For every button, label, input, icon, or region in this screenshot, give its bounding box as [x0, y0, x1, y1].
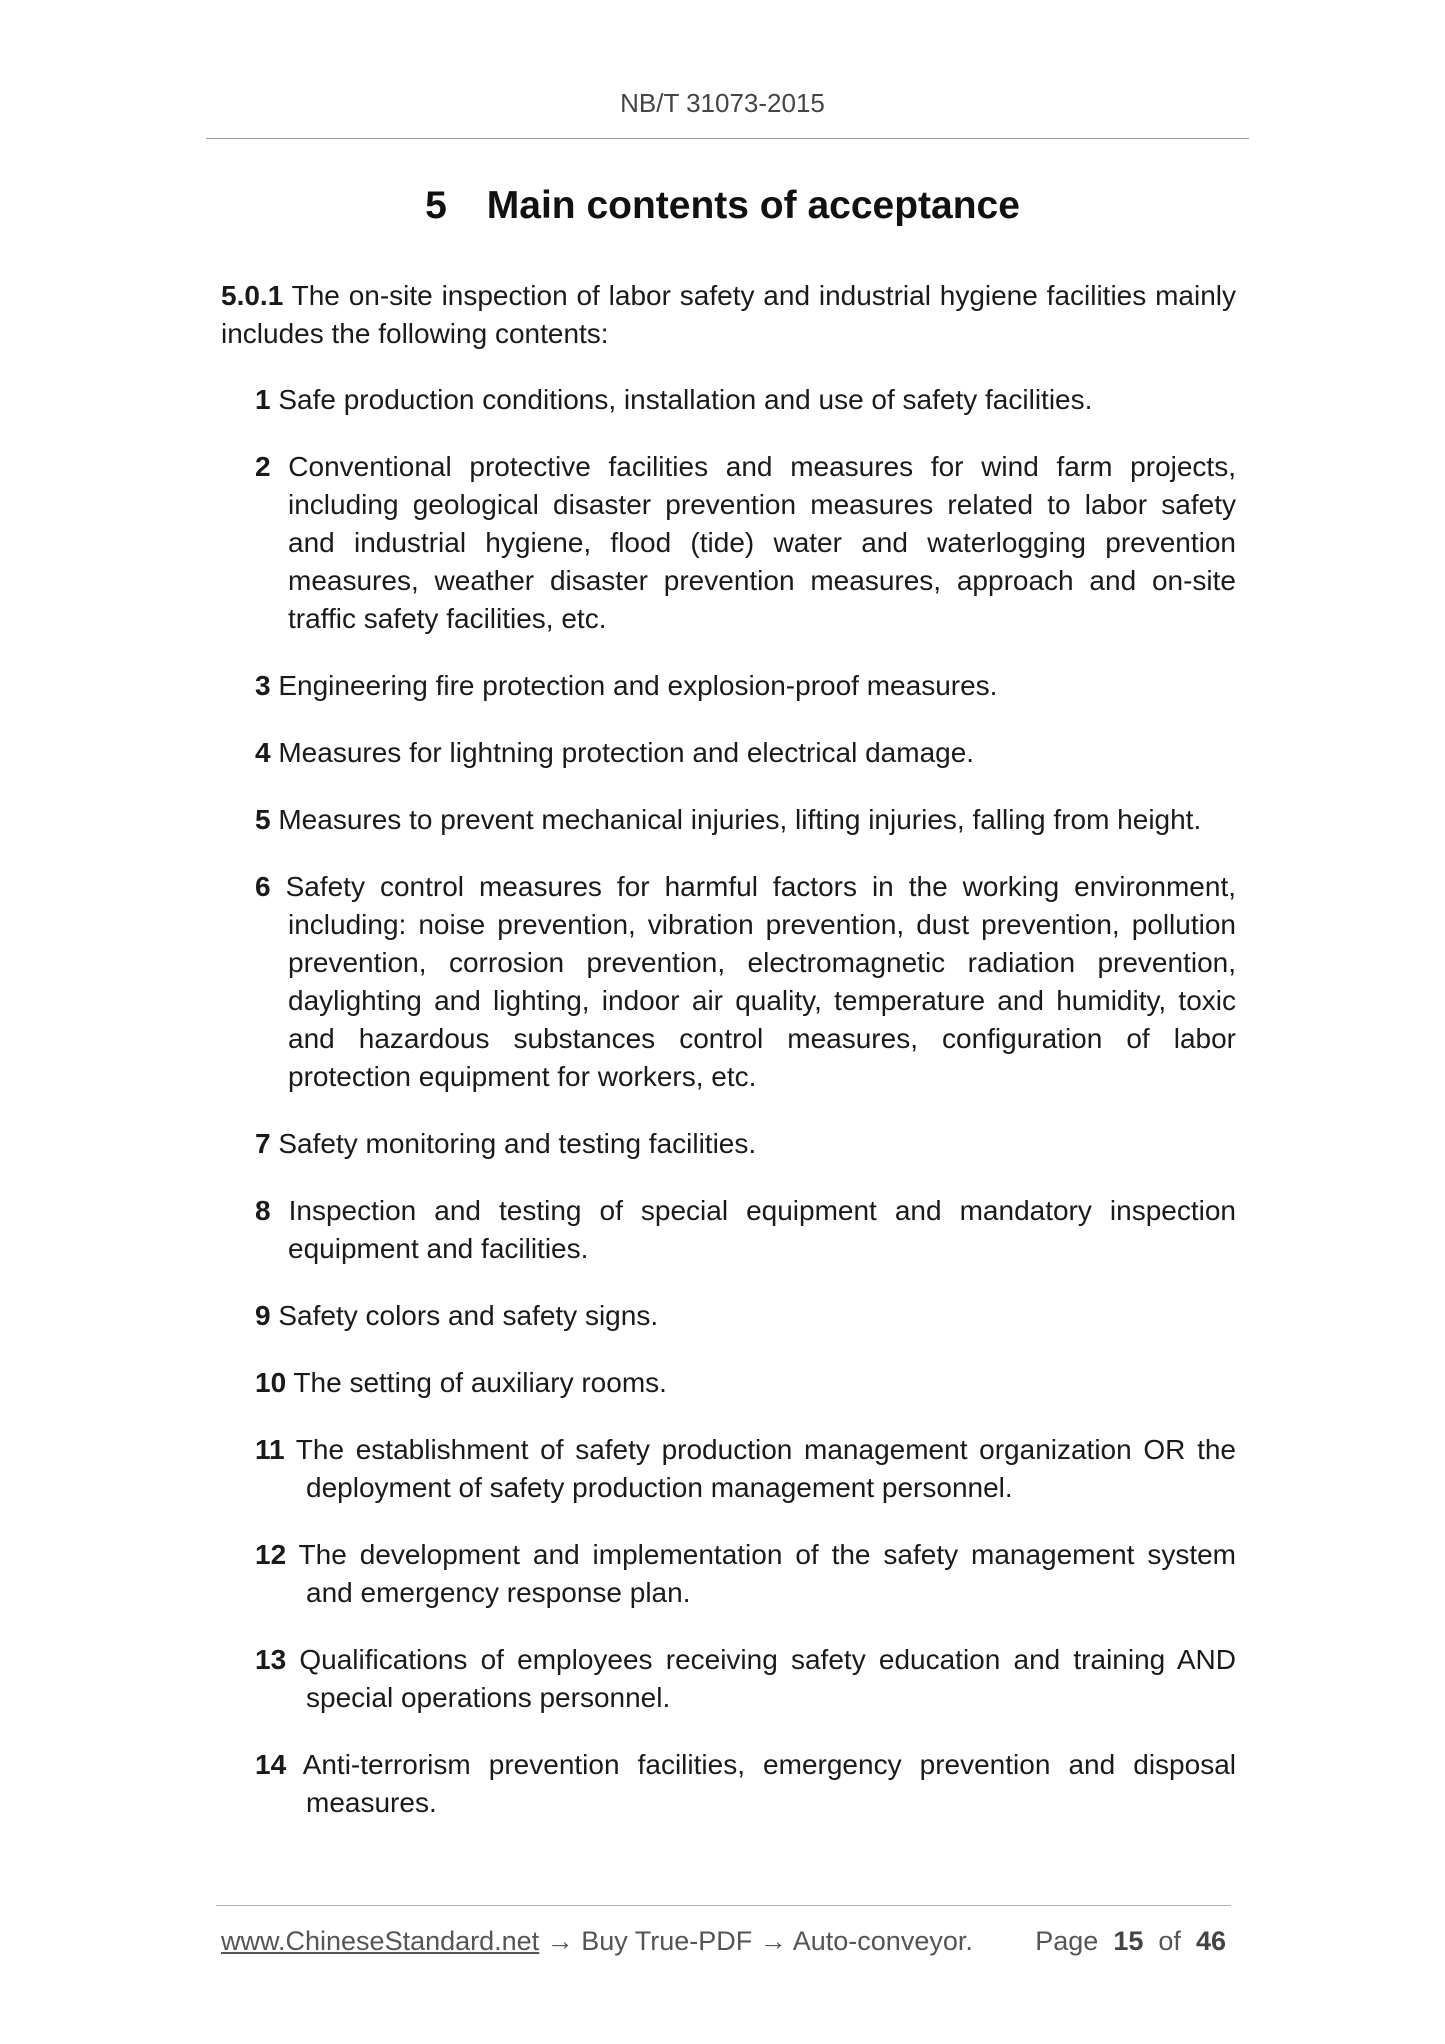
contents-list — [255, 381, 1236, 1851]
list-item — [255, 448, 1236, 638]
page-of-label: of — [1158, 1926, 1181, 1956]
list-item — [255, 1364, 1236, 1402]
list-item-number: 13 — [255, 1644, 287, 1675]
list-item-number: 2 — [255, 451, 271, 482]
list-item-number: 14 — [255, 1749, 287, 1780]
list-item — [255, 868, 1236, 1096]
chapter-number: 5 — [425, 184, 447, 227]
list-item — [255, 1641, 1236, 1717]
list-item-text: Measures to prevent mechanical injuries, lifting injuries, falling from height. — [270, 804, 1202, 835]
list-item-text: The development and implementation of the safety management system and emergency response plan. — [286, 1539, 1236, 1608]
list-item-number: 10 — [255, 1367, 287, 1398]
page-footer — [221, 1926, 1231, 1957]
footer-divider — [216, 1905, 1231, 1906]
list-item-number: 3 — [255, 670, 271, 701]
chapter-title-text: Main contents of acceptance — [486, 184, 1020, 227]
list-item-number: 1 — [255, 384, 271, 415]
footer-trail: → Buy True-PDF → Auto-conveyor. — [539, 1926, 973, 1956]
chapter-title — [0, 184, 1445, 228]
list-item-text: Qualifications of employees receiving safety education and training AND special operations personnel. — [286, 1644, 1236, 1713]
clause-paragraph — [221, 277, 1236, 353]
list-item — [255, 1297, 1236, 1335]
list-item-number: 8 — [255, 1195, 271, 1226]
list-item — [255, 1125, 1236, 1163]
list-item — [255, 667, 1236, 705]
list-item-text: Engineering fire protection and explosion-proof measures. — [270, 670, 998, 701]
page-indicator — [1035, 1926, 1226, 1957]
list-item — [255, 1431, 1236, 1507]
page-current: 15 — [1113, 1926, 1144, 1956]
clause-number: 5.0.1 — [221, 280, 284, 311]
list-item — [255, 1536, 1236, 1612]
list-item-number: 5 — [255, 804, 271, 835]
list-item — [255, 381, 1236, 419]
list-item-text: Safety colors and safety signs. — [270, 1300, 659, 1331]
list-item-text: Safety monitoring and testing facilities. — [270, 1128, 757, 1159]
list-item — [255, 1192, 1236, 1268]
list-item-number: 7 — [255, 1128, 271, 1159]
list-item-text: The establishment of safety production management organization OR the deployment of safety production management personnel. — [284, 1434, 1236, 1503]
list-item-text: Inspection and testing of special equipment and mandatory inspection equipment and facilities. — [270, 1195, 1236, 1264]
list-item-number: 11 — [255, 1434, 285, 1465]
clause-text: The on-site inspection of labor safety and industrial hygiene facilities mainly includes the following contents: — [221, 280, 1236, 349]
list-item-number: 12 — [255, 1539, 287, 1570]
list-item-text: Safe production conditions, installation and use of safety facilities. — [270, 384, 1093, 415]
page-label: Page — [1035, 1926, 1099, 1956]
list-item-number: 6 — [255, 871, 271, 902]
header-divider — [206, 138, 1249, 139]
list-item — [255, 734, 1236, 772]
list-item-text: Anti-terrorism prevention facilities, emergency prevention and disposal measures. — [286, 1749, 1236, 1818]
page-total: 46 — [1195, 1926, 1226, 1956]
list-item-text: Safety control measures for harmful factors in the working environment, including: noise prevention, vibration prevention, dust prevention, pollution prevention, corrosion prevention, electromagnetic radiation prevention, daylighting and lighting, indoor air quality, temperature and humidity, toxic and hazardous substances control measures, configuration of labor protection equipment for workers, etc. — [270, 871, 1236, 1092]
list-item-text: Conventional protective facilities and measures for wind farm projects, including geological disaster prevention measures related to labor safety and industrial hygiene, flood (tide) water and waterlogging prevention measures, weather disaster prevention measures, approach and on-site traffic safety facilities, etc. — [270, 451, 1236, 634]
list-item-number: 9 — [255, 1300, 271, 1331]
list-item-text: Measures for lightning protection and electrical damage. — [270, 737, 975, 768]
website-link[interactable]: www.ChineseStandard.net — [221, 1926, 540, 1956]
list-item-number: 4 — [255, 737, 271, 768]
list-item-text: The setting of auxiliary rooms. — [286, 1367, 667, 1398]
list-item — [255, 801, 1236, 839]
list-item — [255, 1746, 1236, 1822]
page-header: NB/T 31073-2015 — [620, 88, 825, 118]
